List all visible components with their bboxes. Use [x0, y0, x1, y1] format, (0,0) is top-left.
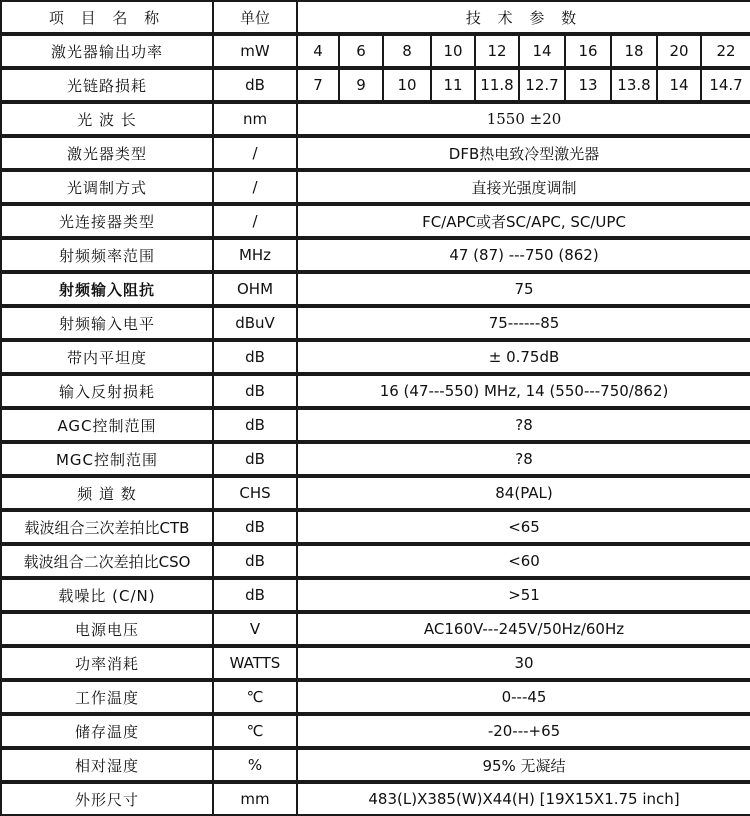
row-supply	[1, 612, 750, 646]
row-unit: %	[213, 748, 297, 782]
loss-value: 12.7	[519, 68, 565, 102]
row-name: 工作温度	[1, 680, 213, 714]
power-row-unit: mW	[213, 34, 297, 68]
row-value: 483(L)X385(W)X44(H) [19X15X1.75 inch]	[297, 782, 750, 815]
row-unit: dBuV	[213, 306, 297, 340]
row-name: 相对湿度	[1, 748, 213, 782]
row-rf-range	[1, 238, 750, 272]
row-impedance	[1, 272, 750, 306]
row-input-level	[1, 306, 750, 340]
row-operating-temp	[1, 680, 750, 714]
row-value: FC/APC或者SC/APC, SC/UPC	[297, 204, 750, 238]
row-modulation	[1, 170, 750, 204]
row-value: 75------85	[297, 306, 750, 340]
row-value: 84(PAL)	[297, 476, 750, 510]
row-connector	[1, 204, 750, 238]
row-name: 外形尺寸	[1, 782, 213, 815]
row-name: AGC控制范围	[1, 408, 213, 442]
loss-row	[1, 68, 750, 102]
row-flatness	[1, 340, 750, 374]
power-value: 20	[657, 34, 701, 68]
row-unit: /	[213, 204, 297, 238]
row-value: <65	[297, 510, 750, 544]
row-name: 激光器类型	[1, 136, 213, 170]
row-value: ?8	[297, 408, 750, 442]
loss-value: 13	[565, 68, 611, 102]
row-name: 载波组合三次差拍比CTB	[1, 510, 213, 544]
row-unit: /	[213, 136, 297, 170]
row-cso	[1, 544, 750, 578]
power-value: 10	[431, 34, 475, 68]
row-unit: dB	[213, 340, 297, 374]
row-ctb	[1, 510, 750, 544]
row-value: 30	[297, 646, 750, 680]
row-name: 光调制方式	[1, 170, 213, 204]
power-value: 12	[475, 34, 519, 68]
loss-value: 9	[339, 68, 383, 102]
header-row	[1, 1, 750, 34]
row-cn	[1, 578, 750, 612]
row-unit: mm	[213, 782, 297, 815]
power-value: 22	[701, 34, 750, 68]
row-name: 载波组合二次差拍比CSO	[1, 544, 213, 578]
row-value: 47 (87) ---750 (862)	[297, 238, 750, 272]
row-name: MGC控制范围	[1, 442, 213, 476]
row-name: 射频输入电平	[1, 306, 213, 340]
row-value: AC160V---245V/50Hz/60Hz	[297, 612, 750, 646]
loss-row-name: 光链路损耗	[1, 68, 213, 102]
row-unit: dB	[213, 408, 297, 442]
row-unit: OHM	[213, 272, 297, 306]
row-unit: dB	[213, 578, 297, 612]
power-value: 18	[611, 34, 657, 68]
row-unit: dB	[213, 442, 297, 476]
loss-value: 14	[657, 68, 701, 102]
power-row-name: 激光器输出功率	[1, 34, 213, 68]
header-unit: 单位	[213, 1, 297, 34]
power-value: 16	[565, 34, 611, 68]
loss-value: 11	[431, 68, 475, 102]
row-power-consumption	[1, 646, 750, 680]
row-value: ?8	[297, 442, 750, 476]
row-name: 储存温度	[1, 714, 213, 748]
row-dimensions	[1, 782, 750, 815]
row-channels	[1, 476, 750, 510]
row-name: 电源电压	[1, 612, 213, 646]
row-value: 直接光强度调制	[297, 170, 750, 204]
row-name: 射频输入阻抗	[1, 272, 213, 306]
row-unit: nm	[213, 102, 297, 136]
row-value: >51	[297, 578, 750, 612]
row-value: <60	[297, 544, 750, 578]
power-row	[1, 34, 750, 68]
row-mgc	[1, 442, 750, 476]
row-value: ± 0.75dB	[297, 340, 750, 374]
row-name: 载噪比 (C/N)	[1, 578, 213, 612]
header-spec: 技 术 参 数	[297, 1, 750, 34]
loss-value: 14.7	[701, 68, 750, 102]
power-value: 6	[339, 34, 383, 68]
row-unit: /	[213, 170, 297, 204]
power-value: 4	[297, 34, 339, 68]
row-wavelength	[1, 102, 750, 136]
row-unit: dB	[213, 544, 297, 578]
row-value: DFB热电致冷型激光器	[297, 136, 750, 170]
loss-row-unit: dB	[213, 68, 297, 102]
loss-value: 7	[297, 68, 339, 102]
row-value: 16 (47---550) MHz, 14 (550---750/862)	[297, 374, 750, 408]
header-name: 项 目 名 称	[1, 1, 213, 34]
row-unit: dB	[213, 510, 297, 544]
row-humidity	[1, 748, 750, 782]
row-value: 95% 无凝结	[297, 748, 750, 782]
row-value: 1550 ±20	[297, 102, 750, 136]
row-name: 频 道 数	[1, 476, 213, 510]
row-unit: ℃	[213, 714, 297, 748]
row-storage-temp	[1, 714, 750, 748]
row-agc	[1, 408, 750, 442]
row-unit: CHS	[213, 476, 297, 510]
row-name: 光 波 长	[1, 102, 213, 136]
row-name: 功率消耗	[1, 646, 213, 680]
row-unit: ℃	[213, 680, 297, 714]
loss-value: 10	[383, 68, 431, 102]
row-unit: WATTS	[213, 646, 297, 680]
row-name: 输入反射损耗	[1, 374, 213, 408]
row-name: 射频频率范围	[1, 238, 213, 272]
row-value: 75	[297, 272, 750, 306]
row-return-loss	[1, 374, 750, 408]
loss-value: 13.8	[611, 68, 657, 102]
power-value: 8	[383, 34, 431, 68]
row-name: 光连接器类型	[1, 204, 213, 238]
row-unit: MHz	[213, 238, 297, 272]
power-value: 14	[519, 34, 565, 68]
loss-value: 11.8	[475, 68, 519, 102]
row-unit: V	[213, 612, 297, 646]
row-name: 带内平坦度	[1, 340, 213, 374]
row-unit: dB	[213, 374, 297, 408]
row-value: -20---+65	[297, 714, 750, 748]
row-value: 0---45	[297, 680, 750, 714]
row-laser-type	[1, 136, 750, 170]
